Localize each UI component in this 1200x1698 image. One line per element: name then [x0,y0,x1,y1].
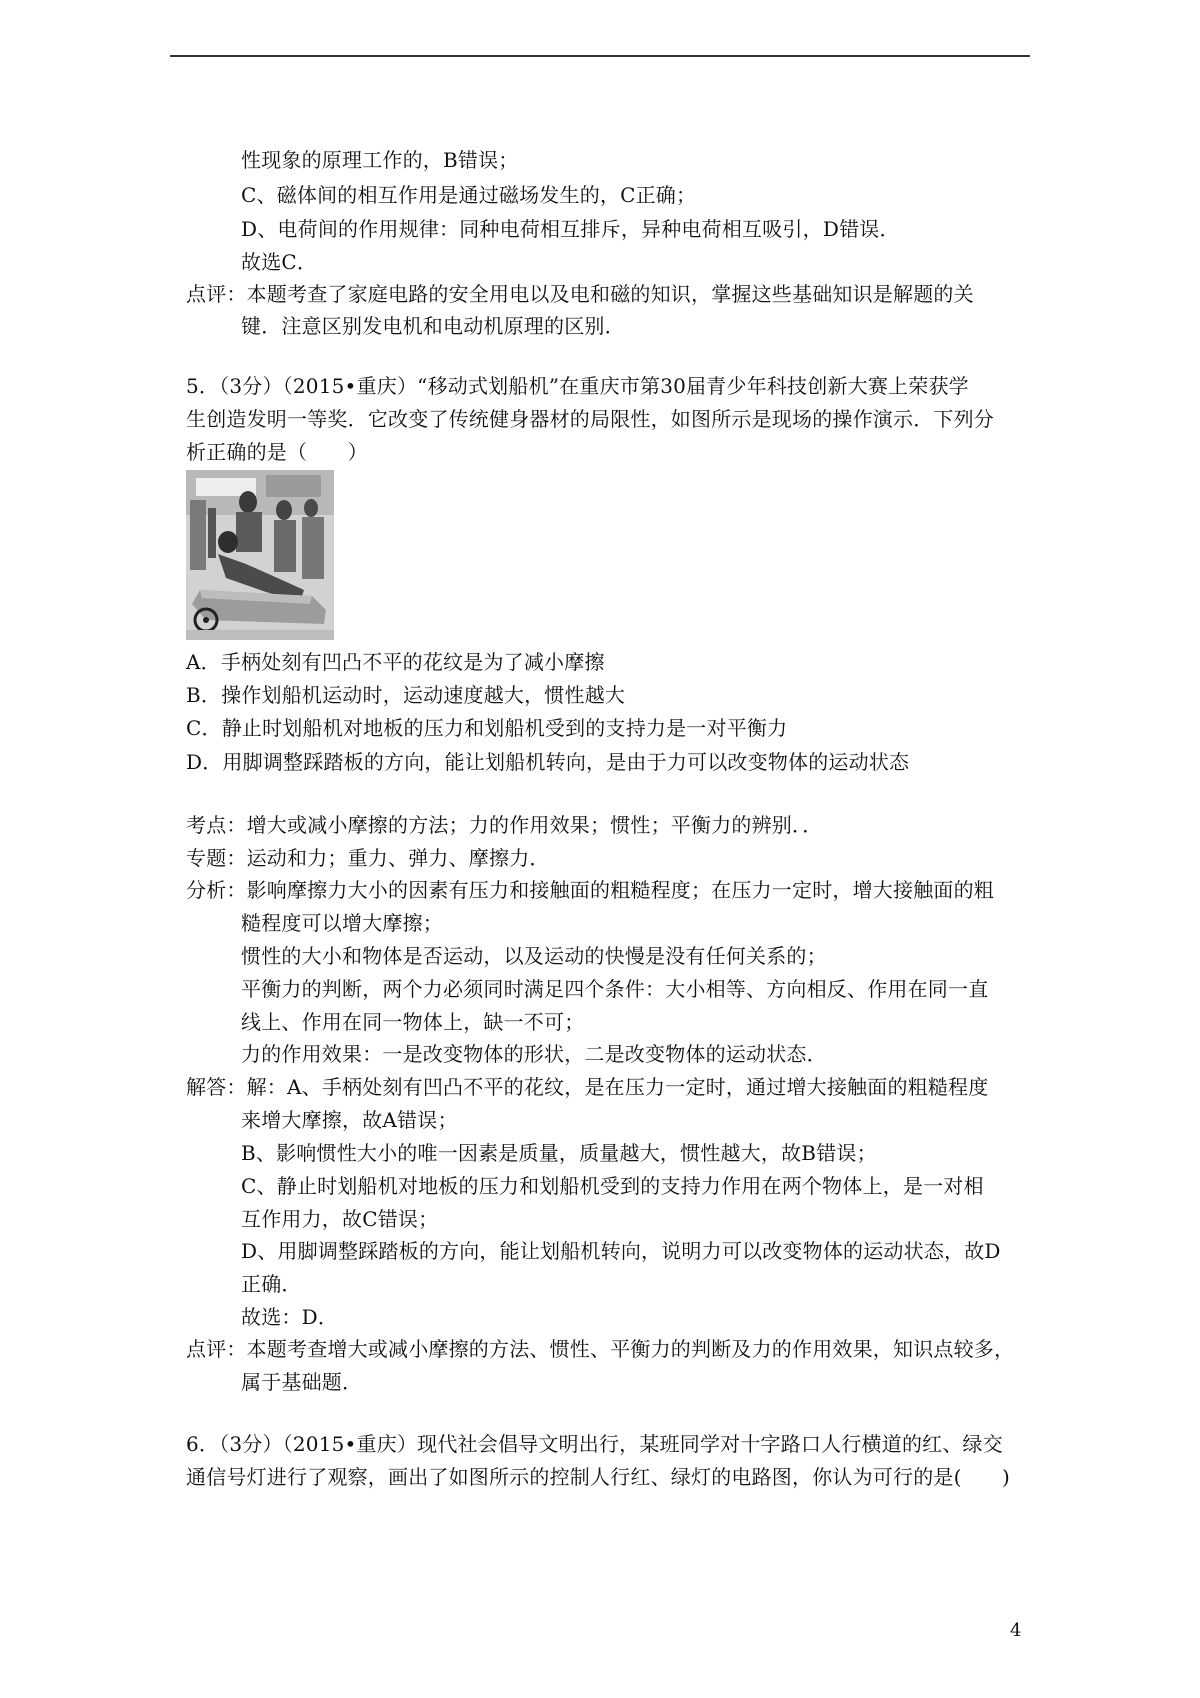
question-5-stem: 析正确的是（ ） [186,440,368,464]
topic: 专题：运动和力；重力、弹力、摩擦力． [186,846,550,870]
text-line: 键．注意区别发电机和电动机原理的区别． [241,314,625,338]
comment-line: 属于基础题． [241,1370,363,1394]
question-6-stem: 6．（3分）（2015•重庆）现代社会倡导文明出行，某班同学对十字路口人行横道的红、绿交 [186,1432,1003,1456]
question-6-stem: 通信号灯进行了观察，画出了如图所示的控制人行红、绿灯的电路图，你认为可行的是( ) [186,1465,1011,1489]
solution-line: 故选：D． [241,1305,339,1329]
analysis-line: 惯性的大小和物体是否运动，以及运动的快慢是没有任何关系的； [241,944,827,968]
option-c: C．静止时划船机对地板的压力和划船机受到的支持力是一对平衡力 [186,716,788,740]
solution-line: B、影响惯性大小的唯一因素是质量，质量越大，惯性越大，故B错误； [241,1141,877,1165]
option-d: D．用脚调整踩踏板的方向，能让划船机转向，是由于力可以改变物体的运动状态 [186,750,910,774]
text-line: C、磁体间的相互作用是通过磁场发生的，C正确； [241,183,697,207]
comment-line: 点评：本题考查增大或减小摩擦的方法、惯性、平衡力的判断及力的作用效果，知识点较多， [186,1337,1015,1361]
analysis-line: 分析：影响摩擦力大小的因素有压力和接触面的粗糙程度；在压力一定时，增大接触面的粗 [186,878,994,902]
solution-line: D、用脚调整踩踏板的方向，能让划船机转向，说明力可以改变物体的运动状态，故D [241,1239,1001,1263]
knowledge-point: 考点：增大或减小摩擦的方法；力的作用效果；惯性；平衡力的辨别．． [186,813,823,837]
question-5-stem: 5．（3分）（2015•重庆）“移动式划船机”在重庆市第30届青少年科技创新大赛上荣获学 [186,374,969,398]
option-b: B．操作划船机运动时，运动速度越大，惯性越大 [186,683,626,707]
rowing-machine-photo [186,470,334,640]
analysis-line: 平衡力的判断，两个力必须同时满足四个条件：大小相等、方向相反、作用在同一直 [241,977,989,1001]
text-line: 故选C． [241,250,318,274]
comment-line: 点评：本题考查了家庭电路的安全用电以及电和磁的知识，掌握这些基础知识是解题的关 [186,282,974,306]
header-rule [170,55,1030,57]
text-line: 性现象的原理工作的，B错误； [241,148,519,172]
text-line: D、电荷间的作用规律：同种电荷相互排斥，异种电荷相互吸引，D错误． [241,217,900,241]
analysis-line: 糙程度可以增大摩擦； [241,911,443,935]
page-number: 4 [1010,1620,1022,1641]
analysis-line: 线上、作用在同一物体上，缺一不可； [241,1010,585,1034]
solution-line: C、静止时划船机对地板的压力和划船机受到的支持力作用在两个物体上，是一对相 [241,1174,984,1198]
solution-line: 解答：解：A、手柄处刻有凹凸不平的花纹，是在压力一定时，通过增大接触面的粗糙程度 [186,1075,989,1099]
solution-line: 正确． [241,1272,302,1296]
analysis-line: 力的作用效果：一是改变物体的形状，二是改变物体的运动状态． [241,1042,827,1066]
solution-line: 来增大摩擦，故A错误； [241,1108,458,1132]
option-a: A．手柄处刻有凹凸不平的花纹是为了减小摩擦 [186,650,605,674]
solution-line: 互作用力，故C错误； [241,1207,439,1231]
question-5-stem: 生创造发明一等奖．它改变了传统健身器材的局限性，如图所示是现场的操作演示．下列分 [186,407,994,431]
